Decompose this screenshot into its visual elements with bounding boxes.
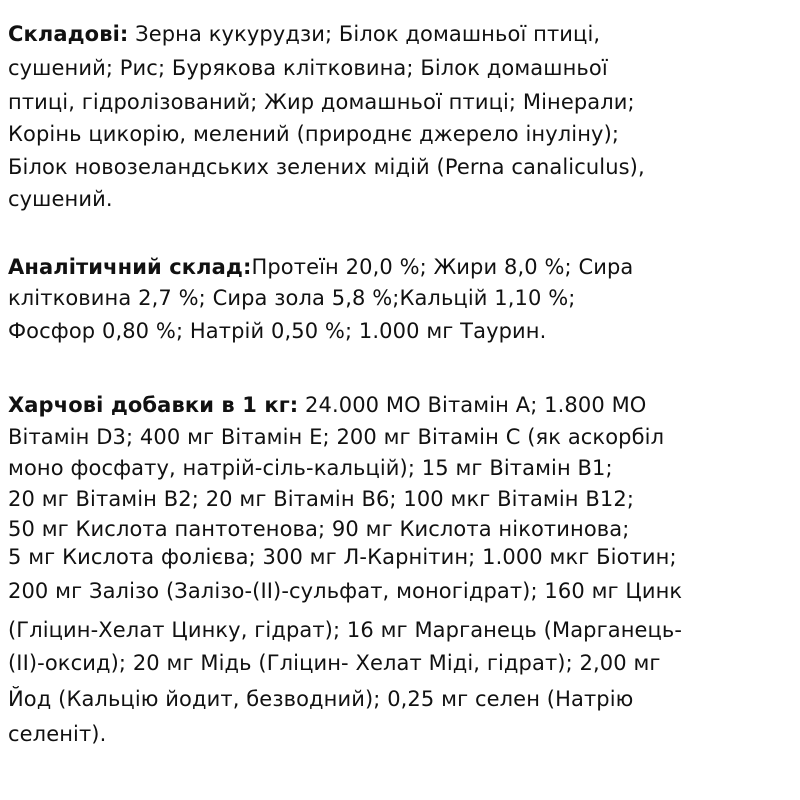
ingredients-line-1 — [8, 21, 600, 47]
additives-line-9: (II)-оксид); 20 мг Мідь (Гліцин- Хелат Міді, гідрат); 2,00 мг — [8, 651, 661, 675]
additives-line-8: (Гліцин-Хелат Цинку, гідрат); 16 мг Марганець (Марганець- — [8, 618, 683, 642]
analytical-line-1 — [8, 254, 633, 280]
additives-line-5: 50 мг Кислота пантотенова; 90 мг Кислота нікотинова; — [8, 517, 630, 541]
additives-line-3: моно фосфату, натрій-сіль-кальцій); 15 мг Вітамін В1; — [8, 456, 613, 480]
additives-line-10: Йод (Кальцію йодит, безводний); 0,25 мг селен (Натрію — [8, 687, 634, 711]
analytical-line-2: клітковина 2,7 %; Сира зола 5,8 %;Кальцій 1,10 %; — [8, 286, 576, 310]
ingredients-line-3: птиці, гідролізований; Жир домашньої птиці; Мінерали; — [8, 90, 635, 114]
ingredients-label: Складові: — [8, 22, 129, 46]
ingredients-line-6: сушений. — [8, 187, 113, 211]
analytical-line-3: Фосфор 0,80 %; Натрій 0,50 %; 1.000 мг Таурин. — [8, 319, 547, 343]
analytical-label: Аналітичний склад: — [8, 255, 252, 279]
additives-label: Харчові добавки в 1 кг: — [8, 393, 299, 417]
additives-line-7: 200 мг Залізо (Залізо-(II)-сульфат, моногідрат); 160 мг Цинк — [8, 579, 683, 603]
ingredients-text: Зерна кукурудзи; Білок домашньої птиці, — [128, 22, 601, 46]
additives-text: 24.000 МО Вітамін А; 1.800 МО — [298, 393, 647, 417]
additives-line-1 — [8, 392, 646, 418]
ingredients-line-2: сушений; Рис; Бурякова клітковина; Білок домашньої — [8, 56, 608, 80]
ingredients-line-5: Білок новозеландських зелених мідій (Perna canaliculus), — [8, 155, 645, 179]
additives-line-4: 20 мг Вітамін В2; 20 мг Вітамін В6; 100 мкг Вітамін В12; — [8, 487, 635, 511]
additives-line-11: селеніт). — [8, 722, 107, 746]
additives-line-2: Вітамін D3; 400 мг Вітамін Е; 200 мг Вітамін С (як аскорбіл — [8, 425, 665, 449]
ingredients-line-4: Корінь цикорію, мелений (природнє джерело інуліну); — [8, 122, 620, 146]
analytical-text: Протеїн 20,0 %; Жири 8,0 %; Сира — [251, 255, 634, 279]
additives-line-6: 5 мг Кислота фолієва; 300 мг Л-Карнітин; 1.000 мкг Біотин; — [8, 545, 677, 569]
